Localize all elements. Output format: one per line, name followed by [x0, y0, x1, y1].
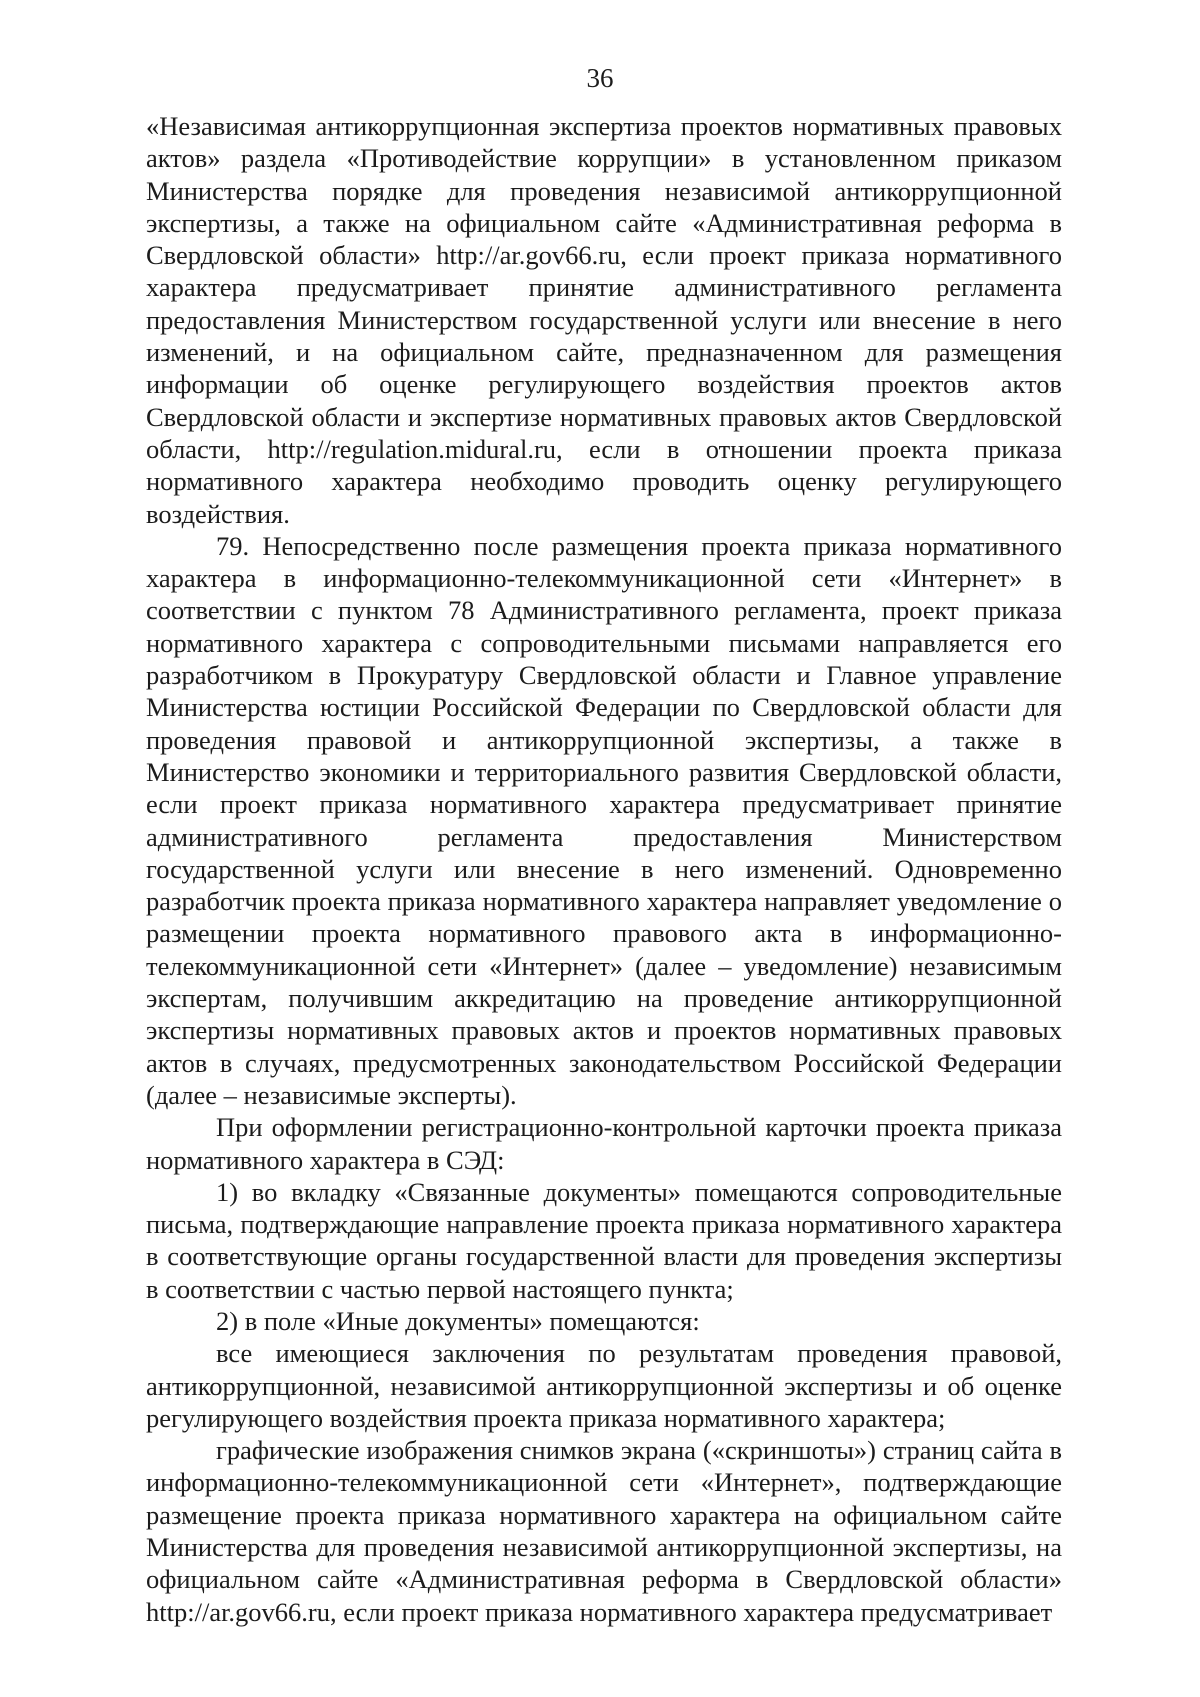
paragraph: графические изображения снимков экрана («скриншоты») страниц сайта в информационно-телекоммуникационной сети «Интернет», подтверждающие размещение проекта приказа нормативного характера на официальном сайте Министерства для проведения независимой антикоррупционной экспертизы, на официальном сайте «Административная реформа в Свердловской области» http://ar.gov66.ru, если проект приказа нормативного характера предусматривает: [146, 1435, 1062, 1627]
paragraph: 1) во вкладку «Связанные документы» помещаются сопроводительные письма, подтверждающие направление проекта приказа нормативного характера в соответствующие органы государственной власти для проведения экспертизы в соответствии с частью первой настоящего пункта;: [146, 1176, 1062, 1304]
paragraph: все имеющиеся заключения по результатам проведения правовой, антикоррупционной, независимой антикоррупционной экспертизы и об оценке регулирующего воздействия проекта приказа нормативного характера;: [146, 1338, 1062, 1433]
page-number: 36: [586, 63, 614, 93]
paragraph: 79. Непосредственно после размещения проекта приказа нормативного характера в информационно-телекоммуникационной сети «Интернет» в соответствии с пунктом 78 Административного регламента, проект приказа нормативного характера с сопроводительными письмами направляется его разработчиком в Прокуратуру Свердловской области и Главное управление Министерства юстиции Российской Федерации по Свердловской области для проведения правовой и антикоррупционной экспертизы, а также в Министерство экономики и территориального развития Свердловской области, если проект приказа нормативного характера предусматривает принятие административного регламента предоставления Министерством государственной услуги или внесение в него изменений. Одновременно разработчик проекта приказа нормативного характера направляет уведомление о размещении проекта нормативного правового акта в информационно-телекоммуникационной сети «Интернет» (далее – уведомление) независимым экспертам, получившим аккредитацию на проведение антикоррупционной экспертизы нормативных правовых актов и проектов нормативных правовых актов в случаях, предусмотренных законодательством Российской Федерации (далее – независимые эксперты).: [146, 530, 1062, 1110]
document-body: [146, 110, 1062, 1628]
paragraph: При оформлении регистрационно-контрольной карточки проекта приказа нормативного характера в СЭД:: [146, 1112, 1062, 1175]
paragraph: «Независимая антикоррупционная экспертиза проектов нормативных правовых актов» раздела «Противодействие коррупции» в установленном приказом Министерства порядке для проведения независимой антикоррупционной экспертизы, а также на официальном сайте «Административная реформа в Свердловской области» http://ar.gov66.ru, если проект приказа нормативного характера предусматривает принятие административного регламента предоставления Министерством государственной услуги или внесение в него изменений, и на официальном сайте, предназначенном для размещения информации об оценке регулирующего воздействия проектов актов Свердловской области и экспертизе нормативных правовых актов Свердловской области, http://regulation.midural.ru, если в отношении проекта приказа нормативного характера необходимо проводить оценку регулирующего воздействия.: [146, 111, 1062, 529]
paragraph: 2) в поле «Иные документы» помещаются:: [216, 1305, 700, 1336]
